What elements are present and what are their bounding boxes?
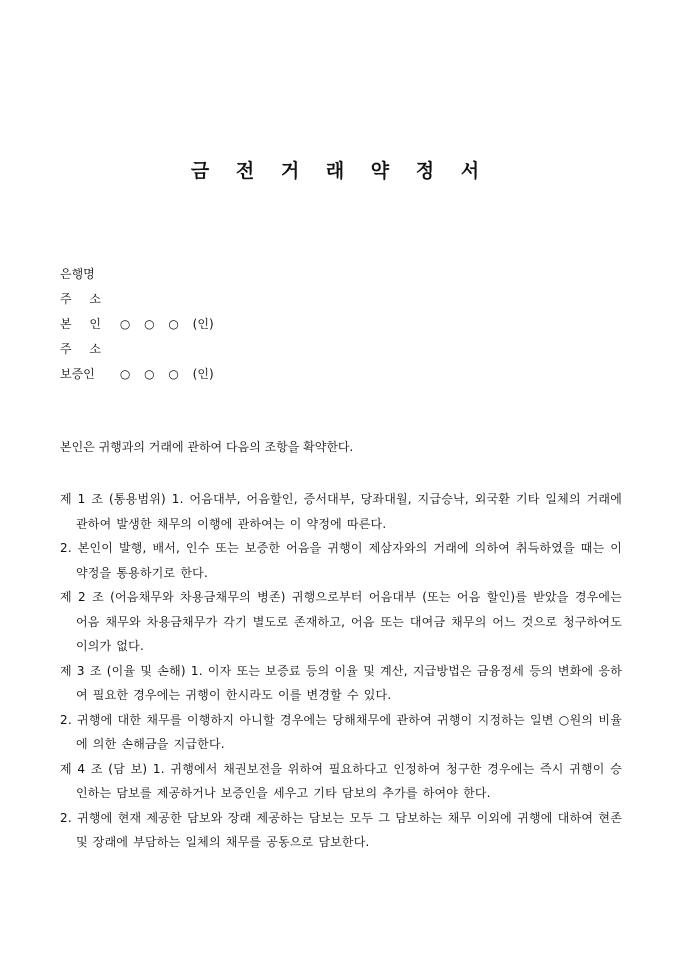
clause-1-item-1: 제 1 조 (통용범위) 1. 어음대부, 어음할인, 증서대부, 당좌대월, 지급승낙, 외국환 기타 일체의 거래에 관하여 발생한 채무의 이행에 관하여는 이 약정에 따른다. <box>60 492 622 531</box>
document-title: 금 전 거 래 약 정 서 <box>190 160 490 182</box>
clause-1-item-2: 2. 본인이 발행, 배서, 인수 또는 보증한 어음을 귀행이 제삼자와의 거래에 의하여 취득하였을 때는 이 약정을 통용하기로 한다. <box>60 541 622 580</box>
clause-3-item-1: 제 3 조 (이율 및 손해) 1. 이자 또는 보증료 등의 이율 및 계산, 지급방법은 금융정세 등의 변화에 응하여 필요한 경우에는 귀행이 한시라도 이를 변경할 수 있다. <box>60 663 622 702</box>
address-label-1: 주 소 <box>60 292 101 306</box>
clause-4-item-1: 제 4 조 (담 보) 1. 귀행에서 채권보전을 위하여 필요하다고 인정하여 청구한 경우에는 즉시 귀행이 승인하는 담보를 제공하거나 보증인을 세우고 기타 담보의 추가를 하여야 한다. <box>60 761 622 800</box>
bank-name-label: 은행명 <box>60 267 95 281</box>
address-line-2 <box>60 341 214 366</box>
principal-line <box>60 316 214 341</box>
guarantor-label: 보증인 <box>60 367 95 381</box>
clause-2: 제 2 조 (어음채무와 차용금채무의 병존) 귀행으로부터 어음대부 (또는 어음 할인)를 받았을 경우에는 어음 채무와 차용금채무가 각기 별도로 존재하고, 어음 또는 대여금 채무의 어느 것으로 청구하여도 이의가 없다. <box>60 590 622 653</box>
principal-label: 본 인 <box>60 317 101 331</box>
clause-4-item-2: 2. 귀행에 현재 제공한 담보와 장래 제공하는 담보는 모두 그 담보하는 채무 이외에 귀행에 대하여 현존 및 장래에 부담하는 일체의 채무를 공동으로 담보한다. <box>60 810 622 849</box>
address-line-1 <box>60 291 214 316</box>
guarantor-seal-value: ○ ○ ○ (인) <box>119 367 214 381</box>
intro-statement: 본인은 귀행과의 거래에 관하여 다음의 조항을 확약한다. <box>60 440 354 454</box>
clause-list <box>60 487 622 855</box>
address-label-2: 주 소 <box>60 342 101 356</box>
party-info-block <box>60 266 214 391</box>
bank-name-line <box>60 266 214 291</box>
clause-3-item-2: 2. 귀행에 대한 채무를 이행하지 아니할 경우에는 당해채무에 관하여 귀행이 지정하는 일변 ○원의 비율에 의한 손해금을 지급한다. <box>60 712 622 751</box>
principal-seal-value: ○ ○ ○ (인) <box>119 317 214 331</box>
guarantor-line <box>60 366 214 391</box>
